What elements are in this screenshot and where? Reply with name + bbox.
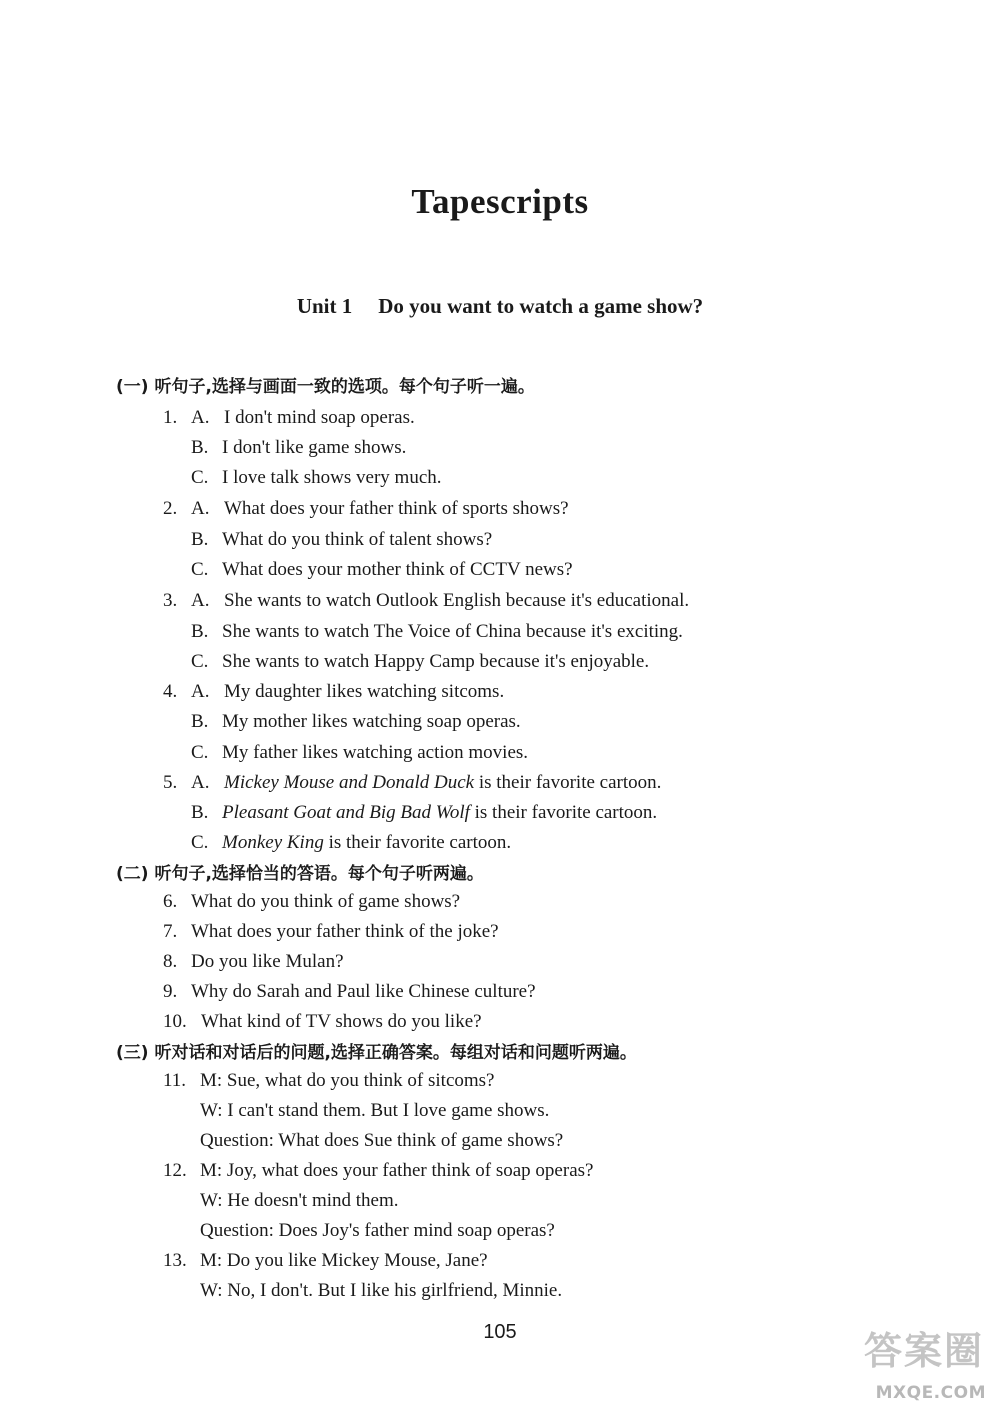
item-title-italic: Pleasant Goat and Big Bad Wolf: [222, 802, 470, 823]
item-text: What does your father think of the joke?: [191, 921, 499, 942]
item-text: She wants to watch Happy Camp because it's enjoyable.: [222, 651, 650, 672]
item-text: What does your mother think of CCTV news?: [222, 559, 573, 580]
option-label: C.: [191, 467, 209, 488]
item-number: 4.: [163, 681, 178, 702]
item-text: I love talk shows very much.: [222, 467, 442, 488]
option-label: B.: [191, 802, 209, 823]
item-10: [163, 1010, 482, 1034]
option-label: A.: [191, 407, 210, 428]
item-text: M: Joy, what does your father think of soap operas?: [200, 1160, 594, 1181]
option-label: B.: [191, 437, 209, 458]
item-8: [163, 950, 344, 974]
option-label: A.: [191, 590, 210, 611]
item-number: 8.: [163, 951, 178, 972]
watermark-logo: 答案圈: [863, 1329, 984, 1373]
item-text: What does your father think of sports shows?: [224, 498, 569, 519]
item-text: I don't mind soap operas.: [224, 407, 415, 428]
item-7: [163, 920, 499, 944]
unit-title-text: Do you want to watch a game show?: [378, 294, 704, 318]
option-label: C.: [191, 651, 209, 672]
item-6: [163, 890, 460, 914]
item-number: 3.: [163, 590, 178, 611]
item-text: I don't like game shows.: [222, 437, 407, 458]
item-text: W: No, I don't. But I like his girlfriend, Minnie.: [200, 1280, 563, 1301]
item-2b: [191, 528, 492, 552]
item-text: Question: What does Sue think of game shows?: [200, 1130, 564, 1151]
item-4b: [191, 710, 521, 734]
section-heading-1: (一) 听句子,选择与画面一致的选项。每个句子听一遍。: [116, 377, 535, 397]
section-heading-3: (三) 听对话和对话后的问题,选择正确答案。每组对话和问题听两遍。: [116, 1043, 637, 1063]
item-text: My father likes watching action movies.: [222, 742, 529, 763]
item-text: My daughter likes watching sitcoms.: [224, 681, 505, 702]
option-label: B.: [191, 621, 209, 642]
item-number: 2.: [163, 498, 178, 519]
item-text: Question: Does Joy's father mind soap operas?: [200, 1220, 555, 1241]
item-text: M: Do you like Mickey Mouse, Jane?: [200, 1250, 488, 1271]
item-5c: [191, 831, 511, 855]
item-4a: [163, 680, 504, 704]
item-text: My mother likes watching soap operas.: [222, 711, 521, 732]
item-text: What do you think of game shows?: [191, 891, 461, 912]
item-text: is their favorite cartoon.: [474, 772, 662, 793]
page-number: 105: [483, 1321, 517, 1343]
item-text: W: I can't stand them. But I love game shows.: [200, 1100, 550, 1121]
option-label: A.: [191, 498, 210, 519]
item-text: is their favorite cartoon.: [323, 832, 512, 853]
item-2a: [163, 497, 569, 521]
item-number: 11.: [163, 1070, 187, 1091]
item-text: is their favorite cartoon.: [469, 802, 658, 823]
item-number: 7.: [163, 921, 178, 942]
item-title-italic: Monkey King: [222, 832, 324, 853]
item-number: 13.: [163, 1250, 187, 1271]
item-5a: [163, 771, 661, 795]
item-12-q: [200, 1219, 555, 1243]
page-title: Tapescripts: [411, 182, 589, 221]
item-text: She wants to watch The Voice of China because it's exciting.: [222, 621, 683, 642]
item-11-q: [200, 1129, 563, 1153]
option-label: C.: [191, 742, 209, 763]
item-3c: [191, 650, 649, 674]
option-label: A.: [191, 772, 210, 793]
option-label: C.: [191, 832, 209, 853]
item-title-italic: Mickey Mouse and Donald Duck: [224, 772, 475, 793]
item-13-w: [200, 1279, 562, 1303]
item-1a: [163, 406, 415, 430]
item-12-w: [200, 1189, 399, 1213]
item-number: 5.: [163, 772, 178, 793]
item-11-w: [200, 1099, 549, 1123]
item-number: 12.: [163, 1160, 187, 1181]
item-number: 9.: [163, 981, 178, 1002]
section-heading-2: (二) 听句子,选择恰当的答语。每个句子听两遍。: [116, 864, 484, 884]
option-label: A.: [191, 681, 210, 702]
item-2c: [191, 558, 573, 582]
item-number: 6.: [163, 891, 178, 912]
item-1c: [191, 466, 442, 490]
item-text: M: Sue, what do you think of sitcoms?: [200, 1070, 495, 1091]
item-5b: [191, 801, 657, 825]
item-number: 10.: [163, 1011, 187, 1032]
item-13: [163, 1249, 488, 1273]
watermark: [831, 1325, 986, 1403]
item-text: Do you like Mulan?: [191, 951, 344, 972]
item-3b: [191, 620, 683, 644]
option-label: B.: [191, 711, 209, 732]
item-9: [163, 980, 536, 1004]
item-text: W: He doesn't mind them.: [200, 1190, 399, 1211]
option-label: B.: [191, 529, 209, 550]
unit-number: Unit 1: [296, 294, 353, 318]
option-label: C.: [191, 559, 209, 580]
item-text: She wants to watch Outlook English because it's educational.: [224, 590, 690, 611]
item-number: 1.: [163, 407, 178, 428]
item-text: Why do Sarah and Paul like Chinese culture?: [191, 981, 536, 1002]
item-text: What kind of TV shows do you like?: [201, 1011, 482, 1032]
item-3a: [163, 589, 689, 613]
item-12: [163, 1159, 593, 1183]
unit-heading: [0, 294, 1000, 319]
item-1b: [191, 436, 406, 460]
item-text: What do you think of talent shows?: [222, 529, 493, 550]
watermark-site: MXQE.COM: [875, 1383, 986, 1403]
item-11: [163, 1069, 494, 1093]
item-4c: [191, 741, 528, 765]
